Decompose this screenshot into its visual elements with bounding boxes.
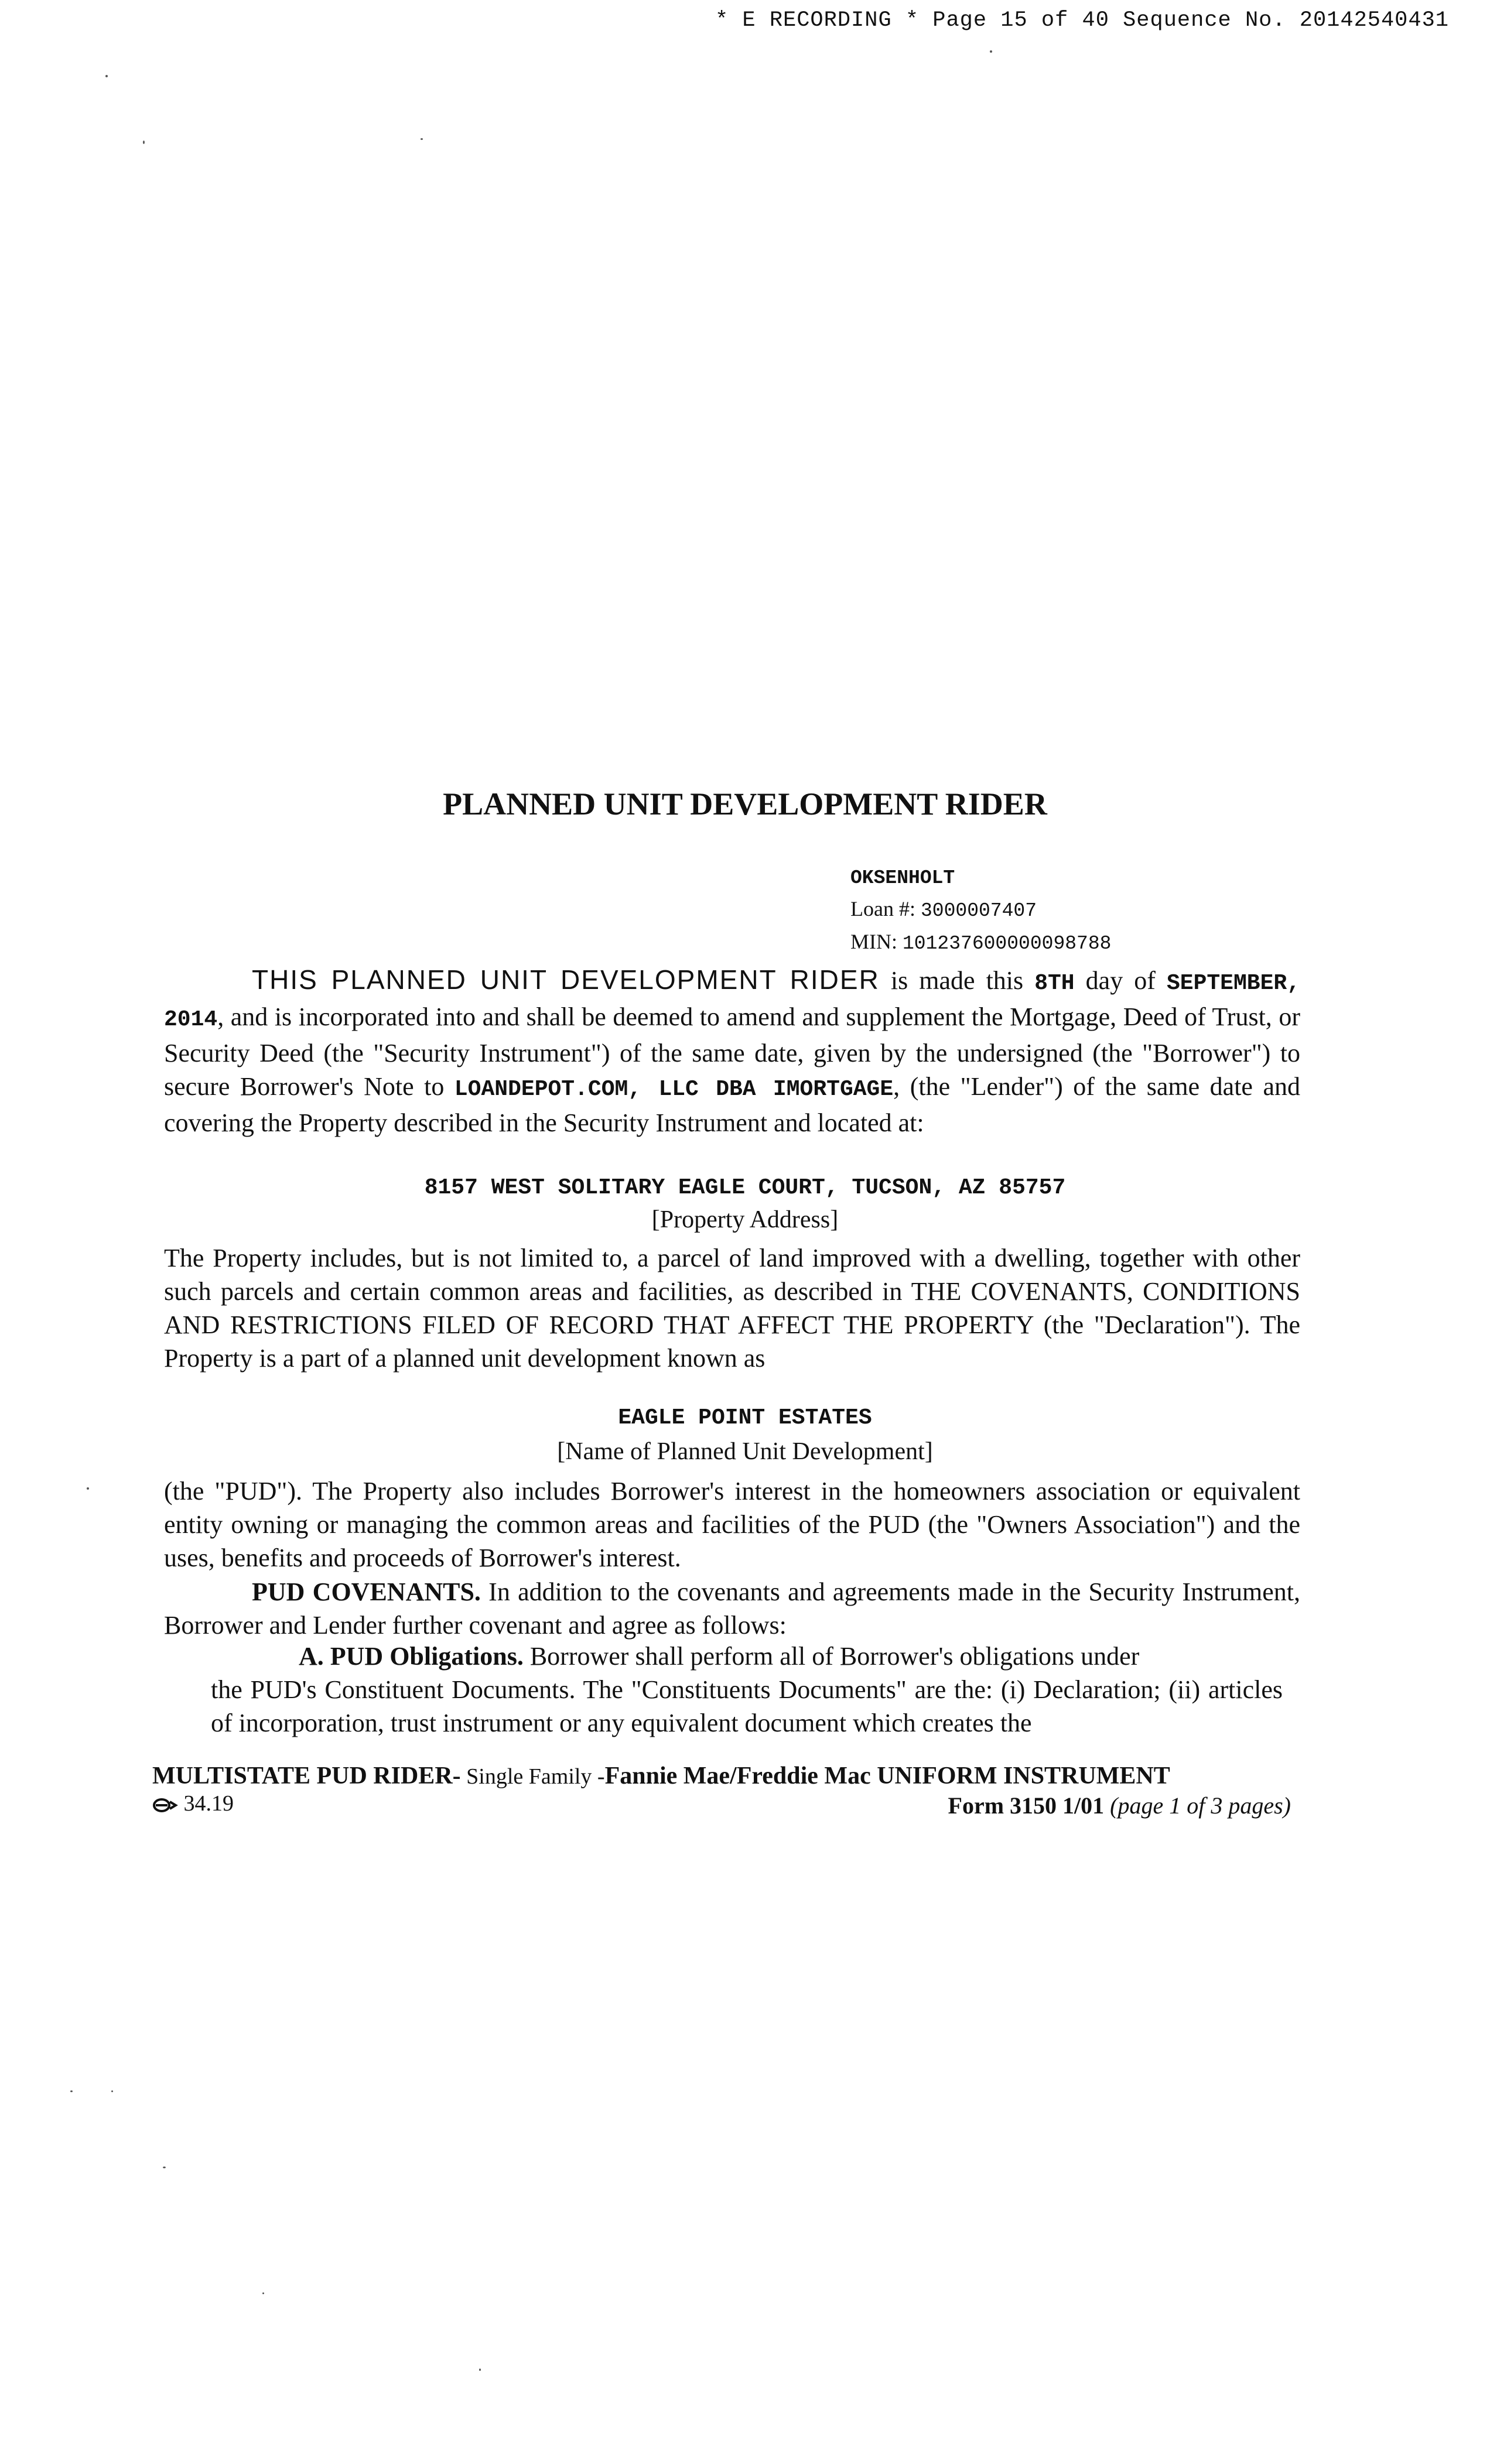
property-address-label: [Property Address] bbox=[651, 1206, 839, 1233]
obligations-line-1: Borrower shall perform all of Borrower's obligations under bbox=[523, 1642, 1140, 1671]
intro-text-2: day of bbox=[1074, 966, 1167, 995]
obligations-text: the PUD's Constituent Documents. The "Constituents Documents" are the: (i) Declaration; (ii) articles of incorporation, trust instrument or any equivalent document which creates the bbox=[211, 1675, 1283, 1737]
borrower-name: OKSENHOLT bbox=[850, 867, 955, 889]
intro-paragraph bbox=[164, 963, 1300, 1139]
scan-speck bbox=[262, 2292, 264, 2294]
covenants-heading: PUD COVENANTS. bbox=[252, 1577, 481, 1606]
intro-text-3: , and is incorporated into and shall be deemed to amend and supplement the Mortgage, Deed of Trust, or Security Deed (the "Security Instrument") of the same date, given by the undersigned (the "Borrower") to secure Borrower's Note to bbox=[164, 1002, 1300, 1101]
loan-label: Loan #: bbox=[850, 897, 915, 920]
lender-name: LOANDEPOT.COM, LLC DBA IMORTGAGE bbox=[454, 1077, 894, 1102]
form-agency: Fannie Mae/Freddie Mac UNIFORM INSTRUMENT bbox=[604, 1763, 1170, 1789]
scan-speck bbox=[163, 2167, 166, 2168]
form-number-block bbox=[948, 1792, 1291, 1819]
intro-lead: THIS PLANNED UNIT DEVELOPMENT RIDER bbox=[252, 964, 880, 995]
scan-speck bbox=[421, 138, 423, 140]
form-description: Single Family - bbox=[460, 1764, 605, 1789]
scan-speck bbox=[143, 141, 145, 144]
scan-speck bbox=[111, 2090, 113, 2092]
scan-speck bbox=[479, 2369, 481, 2371]
min-number: 101237600000098788 bbox=[903, 933, 1112, 954]
pud-paragraph: (the "PUD"). The Property also includes Borrower's interest in the homeowners association or equivalent entity owning or managing the common areas and facilities of the PUD (the "Owners Association") and the uses, benefits and proceeds of Borrower's interest. bbox=[164, 1477, 1300, 1572]
scan-speck bbox=[87, 1487, 89, 1490]
pud-obligations-paragraph bbox=[211, 1640, 1283, 1740]
property-address: 8157 WEST SOLITARY EAGLE COURT, TUCSON, AZ 85757 bbox=[424, 1175, 1066, 1200]
covenants-text: In addition to the covenants and agreements made in the Security Instrument, Borrower and Lender further covenant and agree as follows: bbox=[164, 1577, 1300, 1640]
page-info: (page 1 of 3 pages) bbox=[1110, 1792, 1291, 1819]
rider-month-year: SEPTEMBER, 2014 bbox=[164, 971, 1301, 1032]
obligations-heading: A. PUD Obligations. bbox=[299, 1642, 524, 1671]
intro-text-4: , (the "Lender") of the same date and covering the Property described in the Security Instrument and located at: bbox=[164, 1072, 1301, 1137]
pud-name: EAGLE POINT ESTATES bbox=[618, 1405, 872, 1431]
pud-covenants-paragraph bbox=[164, 1575, 1300, 1642]
form-number: Form 3150 1/01 bbox=[948, 1792, 1105, 1819]
scan-speck bbox=[990, 50, 992, 53]
document-code: 34.19 bbox=[183, 1791, 234, 1816]
document-title: PLANNED UNIT DEVELOPMENT RIDER bbox=[443, 786, 1047, 822]
recording-header: * E RECORDING * Page 15 of 40 Sequence No. 20142540431 bbox=[715, 8, 1449, 33]
min-label: MIN: bbox=[850, 930, 897, 953]
borrower-info bbox=[850, 861, 1111, 959]
scan-speck bbox=[105, 75, 108, 77]
intro-text-1: is made this bbox=[879, 966, 1035, 995]
rider-day: 8TH bbox=[1034, 971, 1075, 996]
pud-name-label: [Name of Planned Unit Development] bbox=[557, 1438, 933, 1465]
scan-speck bbox=[70, 2090, 73, 2092]
loan-number: 3000007407 bbox=[920, 900, 1037, 922]
vendor-logo-icon bbox=[152, 1797, 178, 1813]
form-name: MULTISTATE PUD RIDER- bbox=[152, 1763, 461, 1789]
property-description: The Property includes, but is not limited to, a parcel of land improved with a dwelling, together with other such parcels and certain common areas and facilities, as described in THE COVENANTS, CONDITIONS AND RESTRICTIONS FILED OF RECORD THAT AFFECT THE PROPERTY (the "Declaration"). The Property is a part of a planned unit development known as bbox=[164, 1244, 1300, 1373]
